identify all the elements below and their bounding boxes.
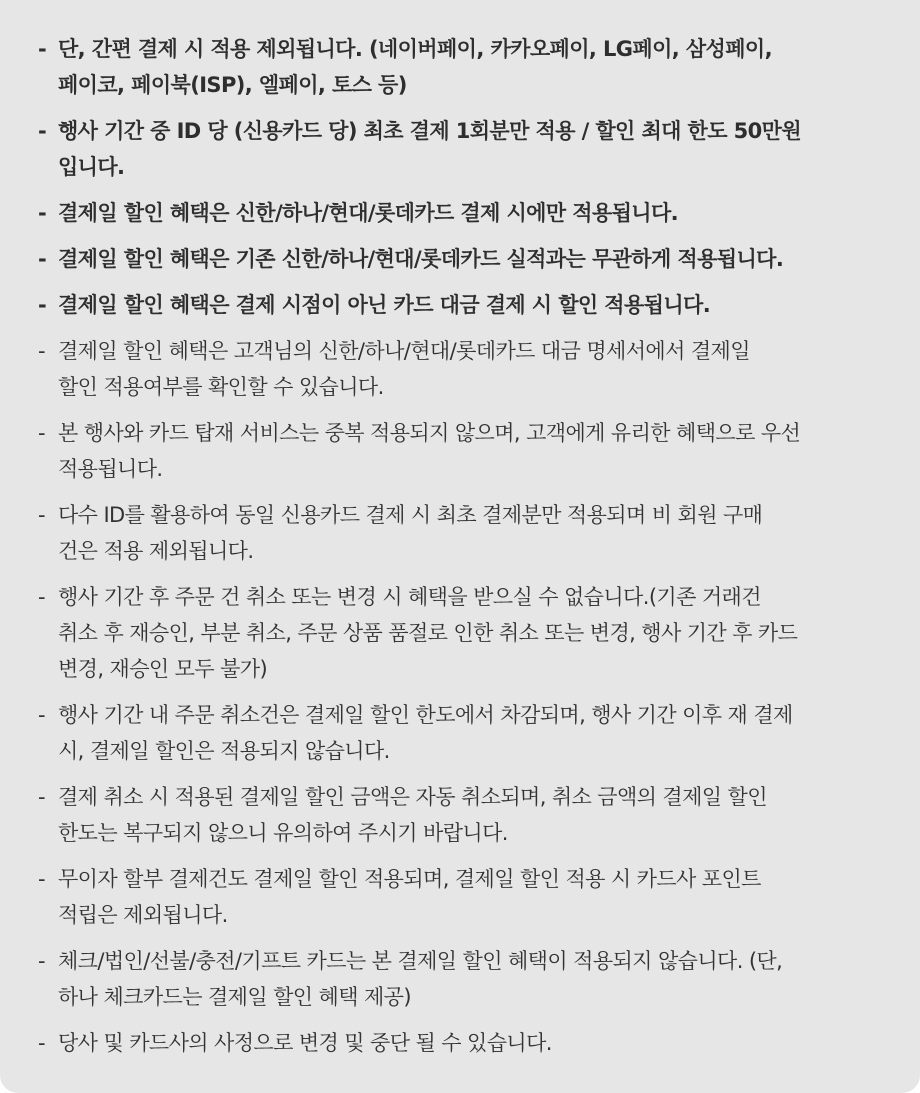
- notice-line: 적립은 제외됩니다.: [58, 903, 228, 927]
- notice-item-excluded-card-types: [38, 943, 886, 1015]
- notice-item-installment-points: [38, 861, 886, 933]
- bullet: -: [38, 503, 45, 527]
- bullet: -: [38, 293, 47, 317]
- notice-item-cancellation-after-event: [38, 579, 886, 687]
- notice-line: 한도는 복구되지 않으니 유의하여 주시기 바랍니다.: [58, 821, 508, 845]
- notice-item-no-duplicate: [38, 415, 886, 487]
- notice-item-multiple-ids: [38, 497, 886, 569]
- notice-line: 행사 기간 후 주문 건 취소 또는 변경 시 혜택을 받으실 수 없습니다.(기존 거래건: [58, 585, 761, 609]
- bullet: -: [38, 867, 45, 891]
- notice-item-cancellation-during-event: [38, 697, 886, 769]
- notice-line: 무이자 할부 결제건도 결제일 할인 적용되며, 결제일 할인 적용 시 카드사 포인트: [58, 867, 761, 891]
- notice-line: 결제일 할인 혜택은 기존 신한/하나/현대/롯데카드 실적과는 무관하게 적용됩니다.: [58, 247, 784, 271]
- bullet: -: [38, 37, 47, 61]
- bullet: -: [38, 339, 45, 363]
- notice-line: 페이코, 페이북(ISP), 엘페이, 토스 등): [58, 73, 407, 97]
- notice-item-card-issuers: [38, 195, 886, 231]
- notice-line: 건은 적용 제외됩니다.: [58, 539, 254, 563]
- notice-line: 할인 적용여부를 확인할 수 있습니다.: [58, 375, 384, 399]
- notice-line: 취소 후 재승인, 부분 취소, 주문 상품 품절로 인한 취소 또는 변경, 행사 기간 후 카드: [58, 621, 798, 645]
- notice-line: 체크/법인/선불/충전/기프트 카드는 본 결제일 할인 혜택이 적용되지 않습니다. (단,: [58, 949, 783, 973]
- bullet: -: [38, 247, 47, 271]
- bullet: -: [38, 949, 45, 973]
- notice-item-limit-not-restored: [38, 779, 886, 851]
- notice-line: 결제일 할인 혜택은 신한/하나/현대/롯데카드 결제 시에만 적용됩니다.: [58, 201, 679, 225]
- notice-line: 적용됩니다.: [58, 457, 163, 481]
- notice-line: 변경, 재승인 모두 불가): [58, 657, 268, 681]
- bullet: -: [38, 421, 45, 445]
- notice-item-statement-check: [38, 333, 886, 405]
- notice-line: 결제 취소 시 적용된 결제일 할인 금액은 자동 취소되며, 취소 금액의 결제일 할인: [58, 785, 767, 809]
- notice-item-performance-independent: [38, 241, 886, 277]
- notice-line: 결제일 할인 혜택은 결제 시점이 아닌 카드 대금 결제 시 할인 적용됩니다.: [58, 293, 711, 317]
- bullet: -: [38, 703, 45, 727]
- notice-line: 시, 결제일 할인은 적용되지 않습니다.: [58, 739, 390, 763]
- bullet: -: [38, 119, 47, 143]
- notice-line: 행사 기간 중 ID 당 (신용카드 당) 최초 결제 1회분만 적용 / 할인 최대 한도 50만원: [58, 119, 802, 143]
- notice-line: 단, 간편 결제 시 적용 제외됩니다. (네이버페이, 카카오페이, LG페이, 삼성페이,: [58, 37, 772, 61]
- notice-line: 당사 및 카드사의 사정으로 변경 및 중단 될 수 있습니다.: [58, 1031, 552, 1055]
- bullet: -: [38, 785, 45, 809]
- notice-item-billing-discount: [38, 287, 886, 323]
- notice-item-simple-pay-exclusion: [38, 31, 886, 103]
- notice-line: 하나 체크카드는 결제일 할인 혜택 제공): [58, 985, 411, 1009]
- notice-line: 다수 ID를 활용하여 동일 신용카드 결제 시 최초 결제분만 적용되며 비 회원 구매: [58, 503, 763, 527]
- bullet: -: [38, 201, 47, 225]
- bullet: -: [38, 585, 45, 609]
- bullet: -: [38, 1031, 45, 1055]
- notice-item-subject-to-change: [38, 1025, 886, 1061]
- notice-list: [38, 31, 886, 1061]
- notice-line: 행사 기간 내 주문 취소건은 결제일 할인 한도에서 차감되며, 행사 기간 이후 재 결제: [58, 703, 793, 727]
- notice-line: 본 행사와 카드 탑재 서비스는 중복 적용되지 않으며, 고객에게 유리한 혜택으로 우선: [58, 421, 801, 445]
- notice-item-once-per-id: [38, 113, 886, 185]
- notice-line: 결제일 할인 혜택은 고객님의 신한/하나/현대/롯데카드 대금 명세서에서 결제일: [58, 339, 750, 363]
- notice-line: 입니다.: [58, 155, 125, 179]
